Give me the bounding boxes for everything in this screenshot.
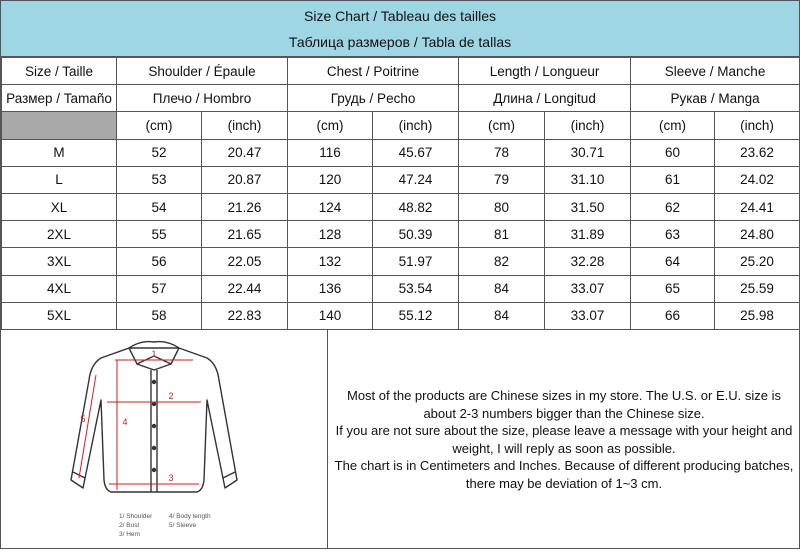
value-cell: 56 bbox=[117, 248, 202, 275]
value-cell: 33.07 bbox=[545, 302, 631, 329]
value-cell: 140 bbox=[288, 302, 373, 329]
value-cell: 124 bbox=[288, 193, 373, 220]
value-cell: 21.26 bbox=[202, 193, 288, 220]
measure-label-4: 4 bbox=[122, 417, 128, 427]
value-cell: 132 bbox=[288, 248, 373, 275]
value-cell: 23.62 bbox=[715, 139, 800, 166]
value-cell: 116 bbox=[288, 139, 373, 166]
value-cell: 25.98 bbox=[715, 302, 800, 329]
value-cell: 53.54 bbox=[373, 275, 459, 302]
value-cell: 31.10 bbox=[545, 166, 631, 193]
sleeve-header: Sleeve / Manche bbox=[631, 58, 800, 85]
size-cell: 3XL bbox=[2, 248, 117, 275]
notes-line-4: weight, I will reply as soon as possible. bbox=[452, 440, 676, 456]
value-cell: 22.44 bbox=[202, 275, 288, 302]
legend-hem: 3/ Hem bbox=[119, 531, 140, 538]
legend-shoulder: 1/ Shoulder bbox=[119, 513, 153, 520]
header-row-en bbox=[2, 58, 800, 85]
value-cell: 24.41 bbox=[715, 193, 800, 220]
value-cell: 45.67 bbox=[373, 139, 459, 166]
notes-paragraph bbox=[331, 387, 797, 492]
unit-cm: (cm) bbox=[459, 112, 545, 139]
value-cell: 25.59 bbox=[715, 275, 800, 302]
title-line-1: Size Chart / Tableau des tailles bbox=[304, 8, 496, 24]
value-cell: 20.87 bbox=[202, 166, 288, 193]
size-cell: L bbox=[2, 166, 117, 193]
chest-header-ru: Грудь / Pecho bbox=[288, 85, 459, 112]
notes-line-5: The chart is in Centimeters and Inches. Because of different producing batches, bbox=[334, 458, 794, 473]
value-cell: 61 bbox=[631, 166, 715, 193]
unit-inch: (inch) bbox=[202, 112, 288, 139]
value-cell: 33.07 bbox=[545, 275, 631, 302]
value-cell: 79 bbox=[459, 166, 545, 193]
measure-label-3: 3 bbox=[168, 473, 174, 483]
value-cell: 80 bbox=[459, 193, 545, 220]
value-cell: 136 bbox=[288, 275, 373, 302]
measure-lines bbox=[79, 360, 201, 490]
bottom-section bbox=[1, 330, 799, 549]
size-notes bbox=[329, 330, 799, 549]
header-row-ru bbox=[2, 85, 800, 112]
value-cell: 55.12 bbox=[373, 302, 459, 329]
value-cell: 66 bbox=[631, 302, 715, 329]
legend-body-length: 4/ Body length bbox=[169, 513, 211, 520]
value-cell: 63 bbox=[631, 221, 715, 248]
title-line-2: Таблица размеров / Tabla de tallas bbox=[288, 34, 512, 50]
table-row bbox=[2, 248, 800, 275]
unit-cm: (cm) bbox=[288, 112, 373, 139]
table-row bbox=[2, 166, 800, 193]
chest-header: Chest / Poitrine bbox=[288, 58, 459, 85]
notes-line-6: there may be deviation of 1~3 cm. bbox=[465, 475, 663, 491]
value-cell: 60 bbox=[631, 139, 715, 166]
legend-bust: 2/ Bust bbox=[119, 522, 140, 529]
shirt-diagram bbox=[1, 330, 327, 549]
value-cell: 78 bbox=[459, 139, 545, 166]
value-cell: 57 bbox=[117, 275, 202, 302]
table-row bbox=[2, 302, 800, 329]
shirt-buttons bbox=[152, 380, 156, 472]
value-cell: 48.82 bbox=[373, 193, 459, 220]
value-cell: 31.89 bbox=[545, 221, 631, 248]
value-cell: 22.83 bbox=[202, 302, 288, 329]
length-header: Length / Longueur bbox=[459, 58, 631, 85]
value-cell: 25.20 bbox=[715, 248, 800, 275]
value-cell: 65 bbox=[631, 275, 715, 302]
value-cell: 62 bbox=[631, 193, 715, 220]
sleeve-header-ru: Рукав / Manga bbox=[631, 85, 800, 112]
value-cell: 21.65 bbox=[202, 221, 288, 248]
notes-line-2: about 2-3 numbers bigger than the Chinese size. bbox=[423, 405, 705, 421]
value-cell: 55 bbox=[117, 221, 202, 248]
value-cell: 128 bbox=[288, 221, 373, 248]
size-header-ru: Размер / Tamaño bbox=[2, 85, 117, 112]
measure-label-5: 5 bbox=[80, 414, 86, 424]
value-cell: 52 bbox=[117, 139, 202, 166]
unit-inch: (inch) bbox=[545, 112, 631, 139]
value-cell: 30.71 bbox=[545, 139, 631, 166]
value-cell: 47.24 bbox=[373, 166, 459, 193]
measure-label-2: 2 bbox=[168, 391, 174, 401]
size-cell: M bbox=[2, 139, 117, 166]
value-cell: 22.05 bbox=[202, 248, 288, 275]
table-row bbox=[2, 193, 800, 220]
value-cell: 20.47 bbox=[202, 139, 288, 166]
size-header: Size / Taille bbox=[2, 58, 117, 85]
value-cell: 84 bbox=[459, 275, 545, 302]
gray-swatch bbox=[2, 112, 117, 139]
table-row bbox=[2, 139, 800, 166]
unit-row bbox=[2, 112, 800, 139]
notes-line-3: If you are not sure about the size, please leave a message with your height and bbox=[335, 423, 793, 438]
value-cell: 31.50 bbox=[545, 193, 631, 220]
length-header-ru: Длина / Longitud bbox=[459, 85, 631, 112]
value-cell: 24.80 bbox=[715, 221, 800, 248]
measure-label-1: 1 bbox=[151, 349, 157, 359]
value-cell: 24.02 bbox=[715, 166, 800, 193]
value-cell: 82 bbox=[459, 248, 545, 275]
value-cell: 32.28 bbox=[545, 248, 631, 275]
size-cell: 2XL bbox=[2, 221, 117, 248]
value-cell: 50.39 bbox=[373, 221, 459, 248]
unit-inch: (inch) bbox=[715, 112, 800, 139]
size-table bbox=[1, 57, 800, 330]
value-cell: 84 bbox=[459, 302, 545, 329]
unit-cm: (cm) bbox=[117, 112, 202, 139]
unit-cm: (cm) bbox=[631, 112, 715, 139]
shirt-figure-panel bbox=[1, 330, 328, 549]
shoulder-header-ru: Плечо / Hombro bbox=[117, 85, 288, 112]
value-cell: 120 bbox=[288, 166, 373, 193]
size-chart-title bbox=[1, 1, 799, 57]
size-cell: 5XL bbox=[2, 302, 117, 329]
value-cell: 81 bbox=[459, 221, 545, 248]
value-cell: 58 bbox=[117, 302, 202, 329]
value-cell: 53 bbox=[117, 166, 202, 193]
legend-sleeve: 5/ Sleeve bbox=[169, 522, 197, 529]
unit-inch: (inch) bbox=[373, 112, 459, 139]
value-cell: 51.97 bbox=[373, 248, 459, 275]
value-cell: 64 bbox=[631, 248, 715, 275]
value-cell: 54 bbox=[117, 193, 202, 220]
size-cell: XL bbox=[2, 193, 117, 220]
shoulder-header: Shoulder / Épaule bbox=[117, 58, 288, 85]
table-row bbox=[2, 221, 800, 248]
notes-line-1: Most of the products are Chinese sizes in my store. The U.S. or E.U. size is bbox=[347, 388, 781, 403]
size-cell: 4XL bbox=[2, 275, 117, 302]
table-row bbox=[2, 275, 800, 302]
